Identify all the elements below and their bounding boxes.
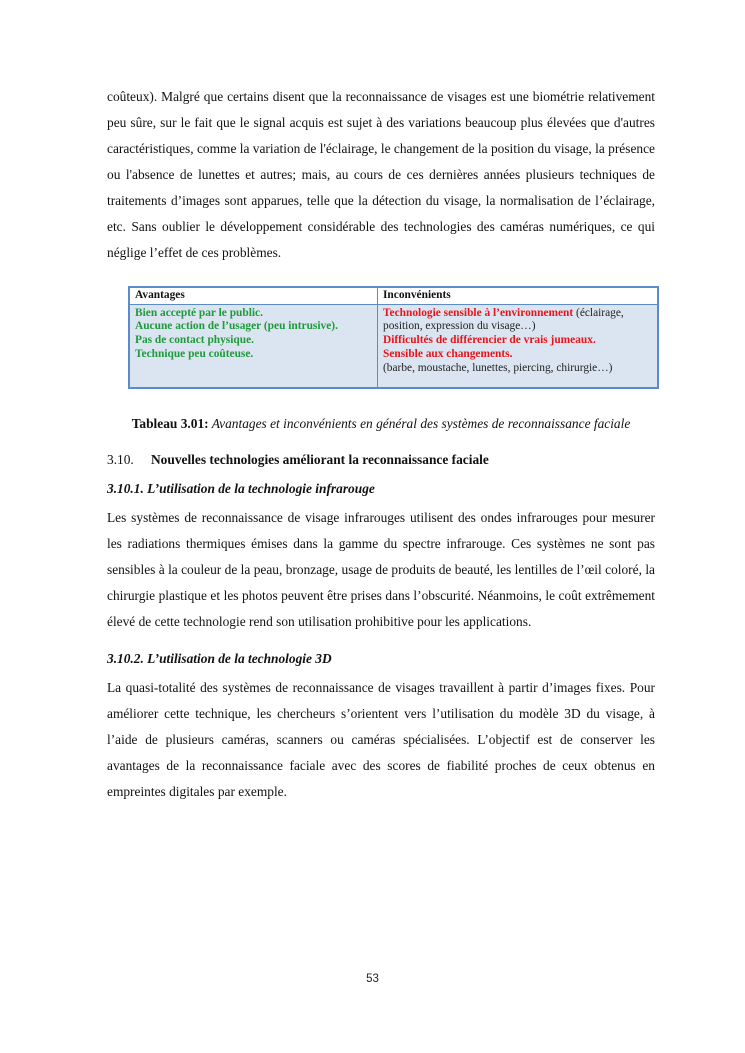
advantage-item: Pas de contact physique. [135, 334, 254, 347]
disadvantage-item: Technologie sensible à l’environnement [383, 306, 574, 319]
document-page [107, 84, 655, 805]
disadvantage-item: Sensible aux changements. [383, 347, 513, 360]
advantage-item: Technique peu coûteuse. [135, 347, 254, 360]
table-row [130, 304, 657, 387]
caption-text: Avantages et inconvénients en général des systèmes de reconnaissance faciale [208, 416, 631, 432]
intro-paragraph: coûteux). Malgré que certains disent que la reconnaissance de visages est une biométrie relativement peu sûre, sur le fait que le signal acquis est sujet à des variations beaucoup plus élevées que d'autres caractéristiques, comme la variation de l'éclairage, le changement de la position du visage, la présence ou l'absence de lunettes et autres; mais, au cours de ces dernières années plusieurs techniques de traitements d’images sont apparues, telle que la détection du visage, la normalisation de l’éclairage, etc. Sans oublier le développement considérable des technologies des caméras numériques, ce qui néglige l’effet de ces problèmes. [107, 89, 655, 260]
3d-paragraph: La quasi-totalité des systèmes de reconnaissance de visages travaillent à partir d’images fixes. Pour améliorer cette technique, les chercheurs s’orientent vers l’utilisation du modèle 3D du visage, à l’aide de plusieurs caméras, scanners ou caméras spécialisées. L’objectif est de conserver les avantages de la reconnaissance faciale avec des scores de fiabilité proches de ceux obtenus en empreintes digitales par exemple. [107, 680, 655, 800]
advantage-item: Aucune action de l’usager (peu intrusive). [135, 320, 338, 333]
section-heading [107, 447, 655, 473]
advantage-item: Bien accepté par le public. [135, 306, 263, 319]
page-number: 53 [366, 973, 379, 985]
comparison-table-grid [130, 288, 657, 387]
subsection-heading-3d: 3.10.2. L’utilisation de la technologie 3D [107, 651, 332, 667]
disadvantage-detail: (barbe, moustache, lunettes, piercing, chirurgie…) [383, 361, 613, 374]
comparison-table [128, 286, 659, 389]
advantages-cell [130, 304, 378, 387]
header-disadvantages: Inconvénients [378, 288, 658, 304]
disadvantages-cell [378, 304, 658, 387]
subsection-heading-infrared: 3.10.1. L’utilisation de la technologie infrarouge [107, 481, 375, 497]
infrared-paragraph: Les systèmes de reconnaissance de visage infrarouges utilisent des ondes infrarouges pour mesurer les radiations thermiques émises dans la gamme du spectre infrarouge. Ces systèmes ne sont pas sensibles à la couleur de la peau, bronzage, usage de produits de beauté, les lentilles de l’œil coloré, la chirurgie plastique et les photos peuvent être prises dans l’obscurité. Néanmoins, le coût extrêmement élevé de cette technologie rend son utilisation prohibitive pour les applications. [107, 510, 655, 630]
section-title: Nouvelles technologies améliorant la reconnaissance faciale [151, 452, 489, 468]
table-header-row [130, 288, 657, 304]
disadvantage-detail: (éclairage, position, expression du visage…) [383, 306, 624, 333]
caption-label: Tableau 3.01: [131, 416, 209, 432]
header-advantages: Avantages [130, 288, 378, 304]
table-caption [107, 411, 655, 437]
disadvantage-item: Difficultés de différencier de vrais jumeaux. [383, 334, 596, 347]
section-number: 3.10. [107, 452, 134, 468]
